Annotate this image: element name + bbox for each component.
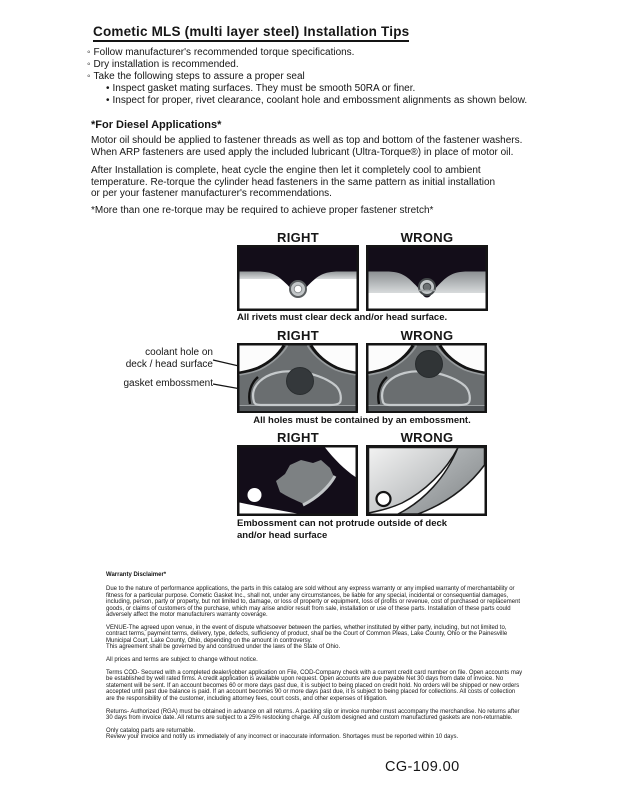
warranty-line: Terms COD- Secured with a completed dealer/jobber application on File, COD-Company check with a current credit card number on file. Open accounts may xyxy=(106,669,523,676)
sub-bullet-item: • Inspect gasket mating surfaces. They must be smooth 50RA or finer. xyxy=(106,83,527,95)
rivet-clear-diagram xyxy=(237,245,359,311)
warranty-line: including, person, party or property, but not limited to, damage, or loss of property or equipment, loss of profits or revenue, cost of purchased or replacement xyxy=(106,599,521,606)
caption-line: Embossment can not protrude outside of deck xyxy=(237,518,448,529)
warranty-line: Review your invoice and notify us immediately of any incorrect or inaccurate information. Shortages must be reported within 10 days. xyxy=(106,734,459,741)
warranty-line: Due to the nature of performance applications, the parts in this catalog are sold without any express warranty or any implied warranty of merchantability or xyxy=(106,586,515,593)
rivet-center xyxy=(423,283,431,291)
rivet-interference-diagram xyxy=(366,245,488,311)
fig3-caption xyxy=(237,518,447,542)
paragraph-line: After Installation is complete, heat cycle the engine then let it completely cool to ambient xyxy=(91,165,481,176)
warranty-line: VENUE-The agreed upon venue, in the event of dispute whatsoever between the parties, whether instituted by either party, including, but not limited to, xyxy=(106,624,507,631)
paragraph-line: Motor oil should be applied to fastener threads as well as top and bottom of the fastener washers. xyxy=(91,135,523,146)
fig2-wrong-diagram xyxy=(366,343,487,413)
warranty-line: goods, or claims of customers of the purchase, which may arise and/or result from sale, installation or use of these parts. Installation of these parts could xyxy=(106,605,511,612)
paragraph-line: temperature. Re-torque the cylinder head fasteners in the same pattern as initial installation xyxy=(91,176,496,188)
fig1-caption: All rivets must clear deck and/or head surface. xyxy=(237,312,448,323)
bullet-list xyxy=(87,47,354,83)
fig3-right-diagram xyxy=(237,445,358,516)
warranty-line: accepted until past due balance is paid. If an account becomes 90 or more days past due, it is subject to being placed for collections. All costs of collection xyxy=(106,689,516,696)
fig1-wrong-diagram xyxy=(366,245,488,311)
fig3-wrong-label: WRONG xyxy=(400,430,454,445)
embossment-protruding-diagram xyxy=(366,445,487,516)
fig2-wrong-label: WRONG xyxy=(400,328,454,343)
warranty-line: Returns- Authorized (RGA) must be obtained in advance on all returns. A packing slip or invoice number must accompany the merchandise. No returns after xyxy=(106,708,520,715)
gasket-bottom-edge xyxy=(240,406,356,412)
warranty-line: statement will be sent. If an account becomes 60 or more days past due, it is subject to being placed on credit hold. No orders will be shipped or new orders xyxy=(106,682,520,689)
diesel-applications-heading: *For Diesel Applications* xyxy=(91,119,222,131)
gasket-embossment-label: gasket embossment xyxy=(123,378,213,389)
fig1-right-diagram xyxy=(237,245,359,311)
sub-bullet-list xyxy=(106,83,527,107)
label-line: deck / head surface xyxy=(125,358,213,370)
warranty-paragraph-5 xyxy=(106,709,551,722)
bolt-hole xyxy=(377,492,391,506)
fig1-right-label: RIGHT xyxy=(277,230,319,245)
warranty-paragraph-6 xyxy=(106,728,551,741)
bullet-item: ◦ Dry installation is recommended. xyxy=(87,59,354,71)
bullet-item: ◦ Take the following steps to assure a proper seal xyxy=(87,71,354,83)
catalog-page-code: CG-109.00 xyxy=(385,759,460,775)
warranty-paragraph-4 xyxy=(106,670,551,702)
rivet-center xyxy=(294,285,302,293)
embossment-inside-diagram xyxy=(237,445,358,516)
bolt-hole xyxy=(248,488,262,502)
fig3-wrong-diagram xyxy=(366,445,487,516)
gasket-bottom-edge xyxy=(369,406,485,412)
hole-not-contained-diagram xyxy=(366,343,487,413)
hole-contained-diagram xyxy=(237,343,358,413)
bullet-item: ◦ Follow manufacturer's recommended torque specifications. xyxy=(87,47,354,59)
label-line: coolant hole on xyxy=(145,347,213,358)
warranty-line: All prices and terms are subject to change without notice. xyxy=(106,657,258,664)
fig2-right-label: RIGHT xyxy=(277,328,319,343)
warranty-line: adversely affect the motor manufacturers warranty coverage. xyxy=(106,612,268,619)
warranty-line: fitness for a particular purpose. Cometic Gasket Inc., shall not, under any circumstances, be liable for any special, incidental or consequential damages, xyxy=(106,592,509,599)
warranty-line: This agreement shall be governed by and construed under the laws of the State of Ohio. xyxy=(106,644,341,651)
warranty-paragraph-1 xyxy=(106,586,551,618)
paragraph-line: or per your fastener manufacturer's recommendations. xyxy=(91,188,332,200)
fig2-right-diagram xyxy=(237,343,358,413)
warranty-paragraph-2 xyxy=(106,625,551,651)
coolant-hole xyxy=(416,351,443,378)
warranty-line: Only catalog parts are returnable. xyxy=(106,727,196,734)
warranty-section xyxy=(106,572,551,747)
paragraph-line: When ARP fasteners are used apply the included lubricant (Ultra-Torque®) in place of motor oil. xyxy=(91,146,514,158)
warranty-line: Municipal Court, Lake County, Ohio, depending on the amount in controversy. xyxy=(106,637,312,644)
coolant-hole-label xyxy=(118,347,213,370)
diesel-paragraph-2 xyxy=(91,165,495,200)
fig1-wrong-label: WRONG xyxy=(400,230,454,245)
coolant-hole xyxy=(287,368,314,395)
warranty-line: contract terms, payment terms, delivery, type, defects, sufficiency of product, shall be the Court of Common Pleas, Lake County, Ohio or the Painesville xyxy=(106,631,508,638)
fig2-caption: All holes must be contained by an embossment. xyxy=(253,415,471,426)
warranty-line: 30 days from invoice date. All returns are subject to a 25% restocking charge. All custom designed and custom manufactured gaskets are non-returnable. xyxy=(106,714,513,721)
warranty-heading: Warranty Disclaimer* xyxy=(106,572,167,578)
warranty-line: are the responsibility of the customer, including attorney fees, court costs, and other expenses of litigation. xyxy=(106,695,388,702)
fig3-right-label: RIGHT xyxy=(277,430,319,445)
caption-line: and/or head surface xyxy=(237,530,328,541)
page-title: Cometic MLS (multi layer steel) Installation Tips xyxy=(93,24,409,42)
sub-bullet-item: • Inspect for proper, rivet clearance, coolant hole and embossment alignments as shown below. xyxy=(106,95,527,107)
retorque-note: *More than one re-torque may be required to achieve proper fastener stretch* xyxy=(91,205,434,216)
warranty-paragraph-3 xyxy=(106,657,551,663)
diesel-paragraph-1 xyxy=(91,135,522,158)
warranty-line: be established by well rated firms. A credit application is available upon request. Open accounts are due payable Net 30 days from date of invoice. No xyxy=(106,676,504,683)
